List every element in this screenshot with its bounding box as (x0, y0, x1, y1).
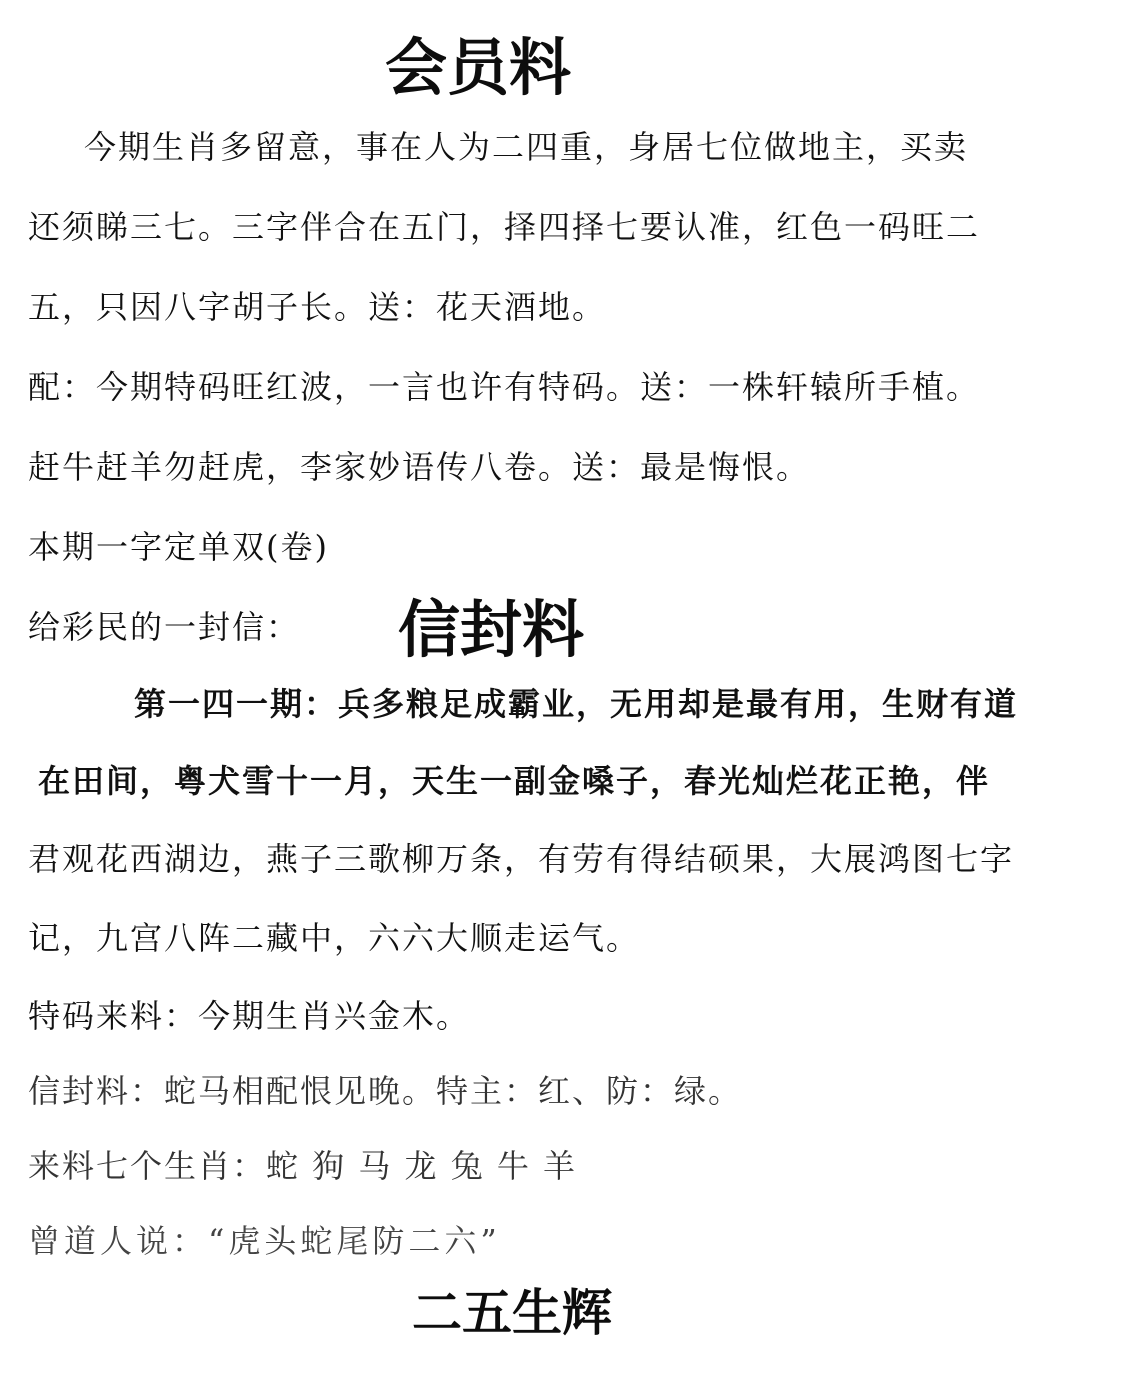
paragraph-1-line-2: 还须睇三七。三字伴合在五门，择四择七要认准，红色一码旺二 (28, 208, 981, 246)
paragraph-issue-line-1: 第一四一期：兵多粮足成霸业，无用却是最有用，生财有道 (134, 685, 1019, 723)
title-member-material: 会员料 (385, 31, 572, 104)
title-envelope-material: 信封料 (398, 593, 585, 666)
paragraph-issue-line-4: 记，九宫八阵二藏中，六六大顺走运气。 (28, 919, 641, 957)
paragraph-envelope-note: 信封料：蛇马相配恨见晚。特主：红、防：绿。 (28, 1072, 743, 1110)
paragraph-special-code: 特码来料：今期生肖兴金木。 (28, 997, 471, 1035)
paragraph-riddle: 赶牛赶羊勿赶虎，李家妙语传八卷。送：最是悔恨。 (28, 448, 811, 486)
paragraph-issue-line-3: 君观花西湖边，燕子三歌柳万条，有劳有得结硕果，大展鸿图七字 (28, 840, 1015, 878)
title-bottom: 二五生辉 (412, 1283, 612, 1342)
paragraph-1-line-1: 今期生肖多留意，事在人为二四重，身居七位做地主，买卖 (84, 128, 969, 166)
paragraph-pairing: 配：今期特码旺红波，一言也许有特码。送：一株轩辕所手植。 (28, 368, 981, 406)
paragraph-1-line-3: 五，只因八字胡子长。送：花天酒地。 (28, 288, 607, 326)
paragraph-quote: 曾道人说：“虎头蛇尾防二六” (28, 1222, 501, 1260)
paragraph-letter-intro: 给彩民的一封信： (28, 608, 301, 646)
paragraph-odd-even: 本期一字定单双(卷) (28, 528, 329, 566)
paragraph-seven-zodiacs: 来料七个生肖：蛇 狗 马 龙 兔 牛 羊 (28, 1147, 578, 1185)
paragraph-issue-line-2: 在田间，粤犬雪十一月，天生一副金嗓子，春光灿烂花正艳，伴 (38, 762, 991, 800)
